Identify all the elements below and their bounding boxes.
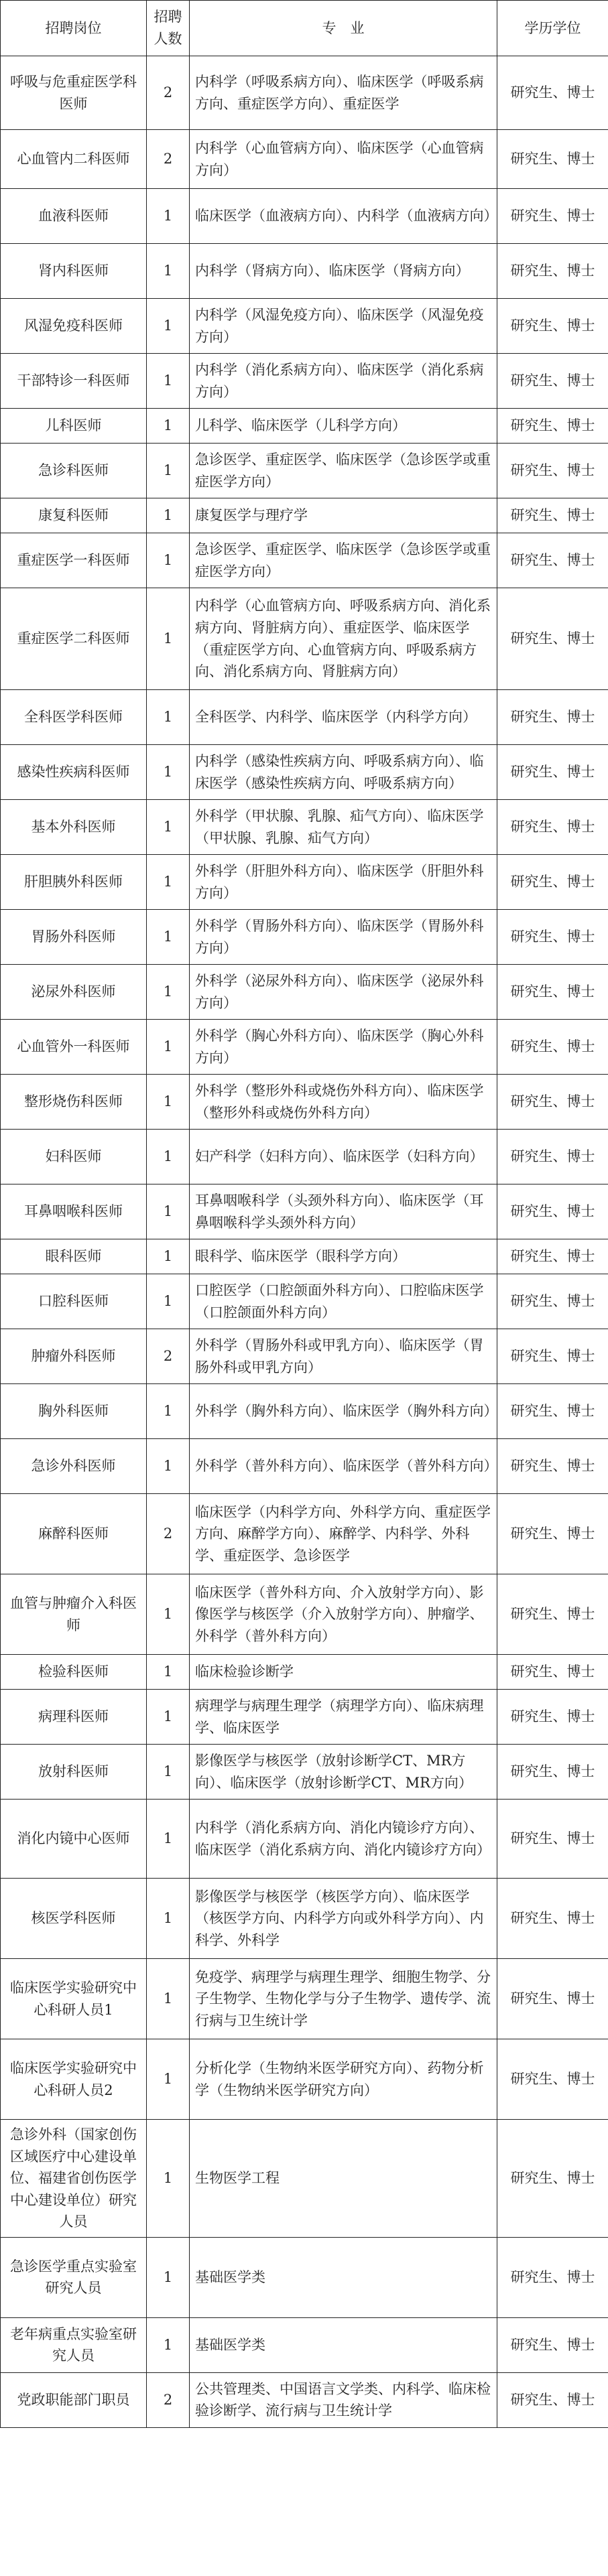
table-row: [1, 1574, 608, 1655]
degree-cell: 研究生、博士: [497, 1655, 608, 1690]
table-row: [1, 130, 608, 189]
degree-cell: 研究生、博士: [497, 1800, 608, 1879]
position-cell: 急诊外科（国家创伤区域医疗中心建设单位、福建省创伤医学中心建设单位）研究人员: [1, 2120, 147, 2238]
count-cell: 1: [147, 354, 190, 409]
count-cell: 1: [147, 498, 190, 533]
count-cell: 1: [147, 1690, 190, 1745]
table-row: [1, 1075, 608, 1130]
degree-cell: 研究生、博士: [497, 299, 608, 354]
position-cell: 耳鼻咽喉科医师: [1, 1184, 147, 1239]
major-cell: 外科学（胸心外科方向）、临床医学（胸心外科方向）: [190, 1020, 497, 1075]
position-cell: 泌尿外科医师: [1, 965, 147, 1020]
table-row: [1, 588, 608, 690]
position-cell: 口腔科医师: [1, 1274, 147, 1329]
position-cell: 呼吸与危重症医学科医师: [1, 56, 147, 130]
major-cell: 生物医学工程: [190, 2120, 497, 2238]
major-cell: 临床医学（内科学方向、外科学方向、重症医学方向、麻醉学方向）、麻醉学、内科学、外科学、重症医学、急诊医学: [190, 1494, 497, 1574]
table-row: [1, 2120, 608, 2238]
degree-cell: 研究生、博士: [497, 800, 608, 855]
major-cell: 内科学（心血管病方向）、临床医学（心血管病方向）: [190, 130, 497, 189]
degree-cell: 研究生、博士: [497, 1075, 608, 1130]
position-cell: 肝胆胰外科医师: [1, 855, 147, 910]
table-row: [1, 533, 608, 588]
major-cell: 临床医学（普外科方向、介入放射学方向）、影像医学与核医学（介入放射学方向）、肿瘤学、外科学（普外科方向）: [190, 1574, 497, 1655]
header-major: 专 业: [190, 1, 497, 56]
degree-cell: 研究生、博士: [497, 1494, 608, 1574]
position-cell: 血液科医师: [1, 189, 147, 244]
major-cell: 外科学（胃肠外科或甲乳方向）、临床医学（胃肠外科或甲乳方向）: [190, 1329, 497, 1384]
major-cell: 内科学（消化系病方向）、临床医学（消化系病方向）: [190, 354, 497, 409]
major-cell: 儿科学、临床医学（儿科学方向）: [190, 409, 497, 444]
table-row: [1, 1439, 608, 1494]
table-row: [1, 965, 608, 1020]
table-row: [1, 1655, 608, 1690]
table-row: [1, 299, 608, 354]
count-cell: 2: [147, 56, 190, 130]
table-row: [1, 2039, 608, 2120]
major-cell: 外科学（胃肠外科方向）、临床医学（胃肠外科方向）: [190, 910, 497, 965]
degree-cell: 研究生、博士: [497, 2120, 608, 2238]
major-cell: 全科医学、内科学、临床医学（内科学方向）: [190, 690, 497, 745]
major-cell: 外科学（胸外科方向）、临床医学（胸外科方向）: [190, 1384, 497, 1439]
header-degree: 学历学位: [497, 1, 608, 56]
count-cell: 1: [147, 244, 190, 299]
count-cell: 1: [147, 1384, 190, 1439]
major-cell: 口腔医学（口腔颌面外科方向）、口腔临床医学（口腔颌面外科方向）: [190, 1274, 497, 1329]
degree-cell: 研究生、博士: [497, 588, 608, 690]
degree-cell: 研究生、博士: [497, 244, 608, 299]
major-cell: 内科学（呼吸系病方向）、临床医学（呼吸系病方向、重症医学方向）、重症医学: [190, 56, 497, 130]
count-cell: 1: [147, 588, 190, 690]
position-cell: 急诊科医师: [1, 444, 147, 498]
major-cell: 耳鼻咽喉科学（头颈外科方向）、临床医学（耳鼻咽喉科学头颈外科方向）: [190, 1184, 497, 1239]
table-row: [1, 1384, 608, 1439]
position-cell: 检验科医师: [1, 1655, 147, 1690]
table-row: [1, 1130, 608, 1184]
table-row: [1, 1329, 608, 1384]
position-cell: 心血管内二科医师: [1, 130, 147, 189]
major-cell: 临床医学（血液病方向）、内科学（血液病方向）: [190, 189, 497, 244]
table-row: [1, 2237, 608, 2317]
table-row: [1, 498, 608, 533]
count-cell: 1: [147, 1879, 190, 1959]
count-cell: 1: [147, 533, 190, 588]
degree-cell: 研究生、博士: [497, 1329, 608, 1384]
position-cell: 感染性疾病科医师: [1, 745, 147, 800]
position-cell: 干部特诊一科医师: [1, 354, 147, 409]
position-cell: 胃肠外科医师: [1, 910, 147, 965]
position-cell: 核医学科医师: [1, 1879, 147, 1959]
degree-cell: 研究生、博士: [497, 1574, 608, 1655]
major-cell: 基础医学类: [190, 2237, 497, 2317]
table-row: [1, 690, 608, 745]
major-cell: 病理学与病理生理学（病理学方向）、临床病理学、临床医学: [190, 1690, 497, 1745]
position-cell: 血管与肿瘤介入科医师: [1, 1574, 147, 1655]
major-cell: 分析化学（生物纳米医学研究方向）、药物分析学（生物纳米医学研究方向）: [190, 2039, 497, 2120]
table-row: [1, 1274, 608, 1329]
degree-cell: 研究生、博士: [497, 855, 608, 910]
degree-cell: 研究生、博士: [497, 965, 608, 1020]
position-cell: 全科医学科医师: [1, 690, 147, 745]
table-row: [1, 800, 608, 855]
count-cell: 1: [147, 1655, 190, 1690]
major-cell: 基础医学类: [190, 2317, 497, 2372]
count-cell: 2: [147, 130, 190, 189]
count-cell: 1: [147, 2120, 190, 2238]
major-cell: 眼科学、临床医学（眼科学方向）: [190, 1239, 497, 1274]
table-row: [1, 56, 608, 130]
major-cell: 内科学（消化系病方向、消化内镜诊疗方向）、临床医学（消化系病方向、消化内镜诊疗方向）: [190, 1800, 497, 1879]
count-cell: 1: [147, 1959, 190, 2039]
header-count: 招聘人数: [147, 1, 190, 56]
table-header-row: [1, 1, 608, 56]
degree-cell: 研究生、博士: [497, 1274, 608, 1329]
degree-cell: 研究生、博士: [497, 1384, 608, 1439]
count-cell: 1: [147, 1439, 190, 1494]
count-cell: 1: [147, 1075, 190, 1130]
position-cell: 消化内镜中心医师: [1, 1800, 147, 1879]
position-cell: 放射科医师: [1, 1745, 147, 1800]
count-cell: 2: [147, 2372, 190, 2427]
table-row: [1, 409, 608, 444]
table-row: [1, 1020, 608, 1075]
table-row: [1, 444, 608, 498]
count-cell: 1: [147, 1020, 190, 1075]
count-cell: 1: [147, 2237, 190, 2317]
degree-cell: 研究生、博士: [497, 354, 608, 409]
degree-cell: 研究生、博士: [497, 1239, 608, 1274]
degree-cell: 研究生、博士: [497, 1439, 608, 1494]
table-row: [1, 910, 608, 965]
degree-cell: 研究生、博士: [497, 1184, 608, 1239]
table-row: [1, 2372, 608, 2427]
major-cell: 外科学（甲状腺、乳腺、疝气方向）、临床医学（甲状腺、乳腺、疝气方向）: [190, 800, 497, 855]
degree-cell: 研究生、博士: [497, 2039, 608, 2120]
count-cell: 1: [147, 745, 190, 800]
count-cell: 1: [147, 800, 190, 855]
position-cell: 重症医学一科医师: [1, 533, 147, 588]
count-cell: 1: [147, 910, 190, 965]
major-cell: 急诊医学、重症医学、临床医学（急诊医学或重症医学方向）: [190, 444, 497, 498]
major-cell: 外科学（整形外科或烧伤外科方向）、临床医学（整形外科或烧伤外科方向）: [190, 1075, 497, 1130]
position-cell: 病理科医师: [1, 1690, 147, 1745]
count-cell: 2: [147, 1329, 190, 1384]
position-cell: 麻醉科医师: [1, 1494, 147, 1574]
degree-cell: 研究生、博士: [497, 2237, 608, 2317]
position-cell: 急诊外科医师: [1, 1439, 147, 1494]
count-cell: 1: [147, 189, 190, 244]
table-body: [1, 56, 608, 2428]
major-cell: 内科学（肾病方向）、临床医学（肾病方向）: [190, 244, 497, 299]
position-cell: 妇科医师: [1, 1130, 147, 1184]
table-row: [1, 1239, 608, 1274]
major-cell: 免疫学、病理学与病理生理学、细胞生物学、分子生物学、生物化学与分子生物学、遗传学、流行病与卫生统计学: [190, 1959, 497, 2039]
major-cell: 急诊医学、重症医学、临床医学（急诊医学或重症医学方向）: [190, 533, 497, 588]
major-cell: 妇产科学（妇科方向）、临床医学（妇科方向）: [190, 1130, 497, 1184]
degree-cell: 研究生、博士: [497, 690, 608, 745]
position-cell: 临床医学实验研究中心科研人员2: [1, 2039, 147, 2120]
position-cell: 肿瘤外科医师: [1, 1329, 147, 1384]
table-row: [1, 855, 608, 910]
count-cell: 1: [147, 855, 190, 910]
major-cell: 外科学（泌尿外科方向）、临床医学（泌尿外科方向）: [190, 965, 497, 1020]
position-cell: 重症医学二科医师: [1, 588, 147, 690]
count-cell: 1: [147, 2317, 190, 2372]
major-cell: 康复医学与理疗学: [190, 498, 497, 533]
count-cell: 1: [147, 1800, 190, 1879]
degree-cell: 研究生、博士: [497, 1690, 608, 1745]
degree-cell: 研究生、博士: [497, 56, 608, 130]
degree-cell: 研究生、博士: [497, 444, 608, 498]
major-cell: 内科学（感染性疾病方向、呼吸系病方向）、临床医学（感染性疾病方向、呼吸系病方向）: [190, 745, 497, 800]
table-row: [1, 1690, 608, 1745]
major-cell: 影像医学与核医学（核医学方向）、临床医学（核医学方向、内科学方向或外科学方向）、内科学、外科学: [190, 1879, 497, 1959]
position-cell: 康复科医师: [1, 498, 147, 533]
degree-cell: 研究生、博士: [497, 910, 608, 965]
degree-cell: 研究生、博士: [497, 130, 608, 189]
degree-cell: 研究生、博士: [497, 2372, 608, 2427]
position-cell: 老年病重点实验室研究人员: [1, 2317, 147, 2372]
position-cell: 临床医学实验研究中心科研人员1: [1, 1959, 147, 2039]
count-cell: 1: [147, 444, 190, 498]
position-cell: 儿科医师: [1, 409, 147, 444]
degree-cell: 研究生、博士: [497, 2317, 608, 2372]
degree-cell: 研究生、博士: [497, 409, 608, 444]
header-position: 招聘岗位: [1, 1, 147, 56]
major-cell: 外科学（普外科方向）、临床医学（普外科方向）: [190, 1439, 497, 1494]
major-cell: 外科学（肝胆外科方向）、临床医学（肝胆外科方向）: [190, 855, 497, 910]
major-cell: 内科学（风湿免疫方向）、临床医学（风湿免疫方向）: [190, 299, 497, 354]
table-row: [1, 745, 608, 800]
major-cell: 临床检验诊断学: [190, 1655, 497, 1690]
table-row: [1, 1879, 608, 1959]
table-row: [1, 1494, 608, 1574]
count-cell: 1: [147, 2039, 190, 2120]
degree-cell: 研究生、博士: [497, 1959, 608, 2039]
position-cell: 心血管外一科医师: [1, 1020, 147, 1075]
table-row: [1, 189, 608, 244]
count-cell: 1: [147, 965, 190, 1020]
position-cell: 肾内科医师: [1, 244, 147, 299]
count-cell: 1: [147, 1184, 190, 1239]
count-cell: 1: [147, 1574, 190, 1655]
count-cell: 1: [147, 1274, 190, 1329]
degree-cell: 研究生、博士: [497, 745, 608, 800]
degree-cell: 研究生、博士: [497, 1879, 608, 1959]
count-cell: 1: [147, 1745, 190, 1800]
degree-cell: 研究生、博士: [497, 189, 608, 244]
position-cell: 整形烧伤科医师: [1, 1075, 147, 1130]
position-cell: 急诊医学重点实验室研究人员: [1, 2237, 147, 2317]
table-row: [1, 1800, 608, 1879]
major-cell: 内科学（心血管病方向、呼吸系病方向、消化系病方向、肾脏病方向）、重症医学、临床医学（重症医学方向、心血管病方向、呼吸系病方向、消化系病方向、肾脏病方向）: [190, 588, 497, 690]
degree-cell: 研究生、博士: [497, 1745, 608, 1800]
count-cell: 2: [147, 1494, 190, 1574]
position-cell: 眼科医师: [1, 1239, 147, 1274]
count-cell: 1: [147, 409, 190, 444]
major-cell: 公共管理类、中国语言文学类、内科学、临床检验诊断学、流行病与卫生统计学: [190, 2372, 497, 2427]
table-row: [1, 1745, 608, 1800]
table-row: [1, 244, 608, 299]
degree-cell: 研究生、博士: [497, 533, 608, 588]
table-row: [1, 2317, 608, 2372]
count-cell: 1: [147, 1239, 190, 1274]
table-row: [1, 1959, 608, 2039]
count-cell: 1: [147, 299, 190, 354]
degree-cell: 研究生、博士: [497, 498, 608, 533]
count-cell: 1: [147, 1130, 190, 1184]
table-row: [1, 1184, 608, 1239]
count-cell: 1: [147, 690, 190, 745]
position-cell: 胸外科医师: [1, 1384, 147, 1439]
position-cell: 风湿免疫科医师: [1, 299, 147, 354]
position-cell: 党政职能部门职员: [1, 2372, 147, 2427]
table-row: [1, 354, 608, 409]
degree-cell: 研究生、博士: [497, 1130, 608, 1184]
degree-cell: 研究生、博士: [497, 1020, 608, 1075]
position-cell: 基本外科医师: [1, 800, 147, 855]
major-cell: 影像医学与核医学（放射诊断学CT、MR方向）、临床医学（放射诊断学CT、MR方向）: [190, 1745, 497, 1800]
